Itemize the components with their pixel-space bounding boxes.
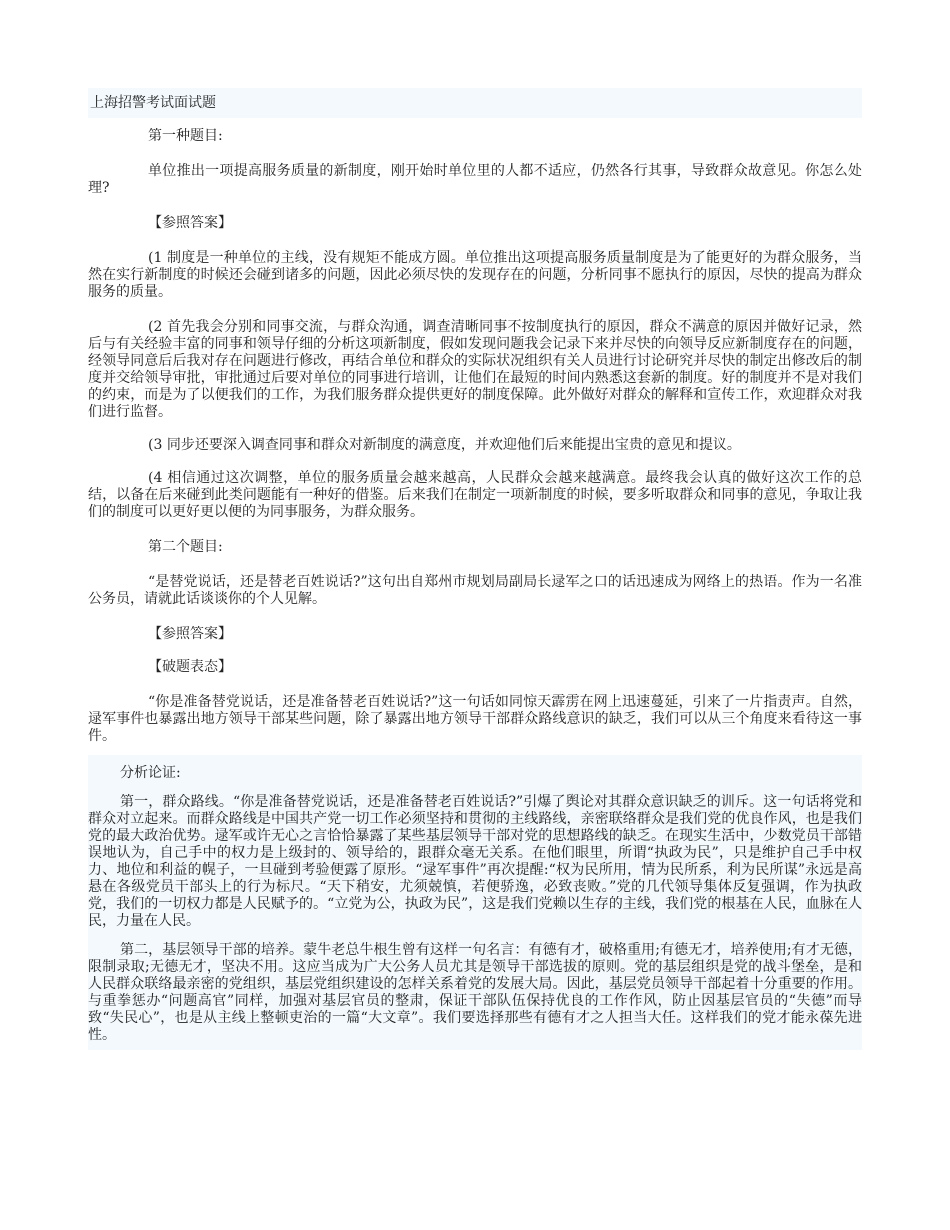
break-topic-label: 【破题表态】 xyxy=(148,659,232,675)
reference-answer-label: 【参照答案】 xyxy=(148,215,232,231)
answer-one-point-2: (2 首先我会分别和同事交流，与群众沟通，调查清晰同事不按制度执行的原因，群众不满意的原因并做好记录，然后与有关经验丰富的同事和领导仔细的分析这项新制度，假如发现问题我会记录下来并尽快的向领导反应新制度存在的问题，经领导同意后后我对存在问题进行修改，再结合单位和群众的实际状况组织有关人员进行讨论研究并尽快的制定出修改后的制度并交给领导审批，审批通过后要对单位的同事进行培训，让他们在最短的时间内熟悉这套新的制度。好的制度并不是对我们的约束，而是为了以便我们的工作，为我们服务群众提供更好的制度保障。此外做好对群众的解释和宣传工作，欢迎群众对我们进行监督。 xyxy=(88,319,862,420)
answer-one-point-4: (4 相信通过这次调整，单位的服务质量会越来越高，人民群众会越来越满意。最终我会认真的做好这次工作的总结，以备在后来碰到此类问题能有一种好的借鉴。后来我们在制定一项新制度的时候，要多听取群众和同事的意见，争取让我们的制度可以更好更以便的为同事服务，为群众服务。 xyxy=(88,470,862,520)
answer-one-point-1: (1 制度是一种单位的主线，没有规矩不能成方圆。单位推出这项提高服务质量制度是为了能更好的为群众服务，当然在实行新制度的时候还会碰到诸多的问题，因此必须尽快的发现存在的问题，分析同事不愿执行的原因，尽快的提高为群众服务的质量。 xyxy=(88,250,862,300)
question-one-section xyxy=(88,128,862,745)
question-two-heading: 第二个题目: xyxy=(148,539,223,555)
answer-one-point-3: (3 同步还要深入调查同事和群众对新制度的满意度，并欢迎他们后来能提出宝贵的意见和提议。 xyxy=(148,437,741,453)
analysis-heading: 分析论证: xyxy=(120,765,181,781)
document-title: 上海招警考试面试题 xyxy=(88,88,862,118)
answer-two-intro: “你是准备替党说话，还是准备替老百姓说话?”这一句话如同惊天霹雳在网上迅速蔓延，引来了一片指责声。自然，逯军事件也暴露出地方领导干部某些问题，除了暴露出地方领导干部群众路线意识的缺乏，我们可以从三个角度来看待这一事件。 xyxy=(88,694,862,744)
question-two-text: “是替党说话，还是替老百姓说话?”这句出自郑州市规划局副局长逯军之口的话迅速成为网络上的热语。作为一名准公务员，请就此话谈谈你的个人见解。 xyxy=(88,574,862,607)
analysis-paragraph-2: 第二，基层领导干部的培养。蒙牛老总牛根生曾有这样一句名言：有德有才，破格重用;有德无才，培养使用;有才无德，限制录取;无德无才，坚决不用。这应当成为广大公务人员尤其是领导干部选拔的原则。党的基层组织是党的战斗堡垒，是和人民群众联络最亲密的党组织，基层党组织建设的怎样关系着党的发展大局。因此，基层党员领导干部起着十分重要的作用。与重拳惩办“问题高官”同样，加强对基层官员的整肃，保证干部队伍保持优良的工作作风，防止因基层官员的“失德”而导致“失民心”，也是从主线上整顿吏治的一篇“大文章”。我们要选择那些有德有才之人担当大任。这样我们的党才能永葆先进性。 xyxy=(88,942,862,1043)
analysis-section xyxy=(88,755,862,1050)
document-page xyxy=(88,88,862,1050)
reference-answer-label-2: 【参照答案】 xyxy=(148,626,232,642)
question-one-text: 单位推出一项提高服务质量的新制度，刚开始时单位里的人都不适应，仍然各行其事，导致群众故意见。你怎么处理? xyxy=(88,163,862,196)
analysis-paragraph-1: 第一，群众路线。“你是准备替党说话，还是准备替老百姓说话?”引爆了舆论对其群众意识缺乏的训斥。这一句话将党和群众对立起来。而群众路线是中国共产党一切工作必须坚持和贯彻的主线路线，亲密联络群众是我们党的优良作风，也是我们党的最大政治优势。逯军或许无心之言恰恰暴露了某些基层领导干部对党的思想路线的缺乏。在现实生活中，少数党员干部错误地认为，自己手中的权力是上级封的、领导给的，跟群众毫无关系。在他们眼里，所谓“执政为民”，只是维护自己手中权力、地位和利益的幌子，一旦碰到考验便露了原形。“逯军事件”再次提醒:“权为民所用，情为民所系，利为民所谋”永远是高悬在各级党员干部头上的行为标尺。“天下稍安，尤须兢慎，若便骄逸，必致丧败。”党的几代领导集体反复强调，作为执政党，我们的一切权力都是人民赋予的。“立党为公，执政为民”，这是我们党赖以生存的主线，我们党的根基在人民，血脉在人民，力量在人民。 xyxy=(88,794,862,929)
question-one-heading: 第一种题目: xyxy=(148,128,223,144)
